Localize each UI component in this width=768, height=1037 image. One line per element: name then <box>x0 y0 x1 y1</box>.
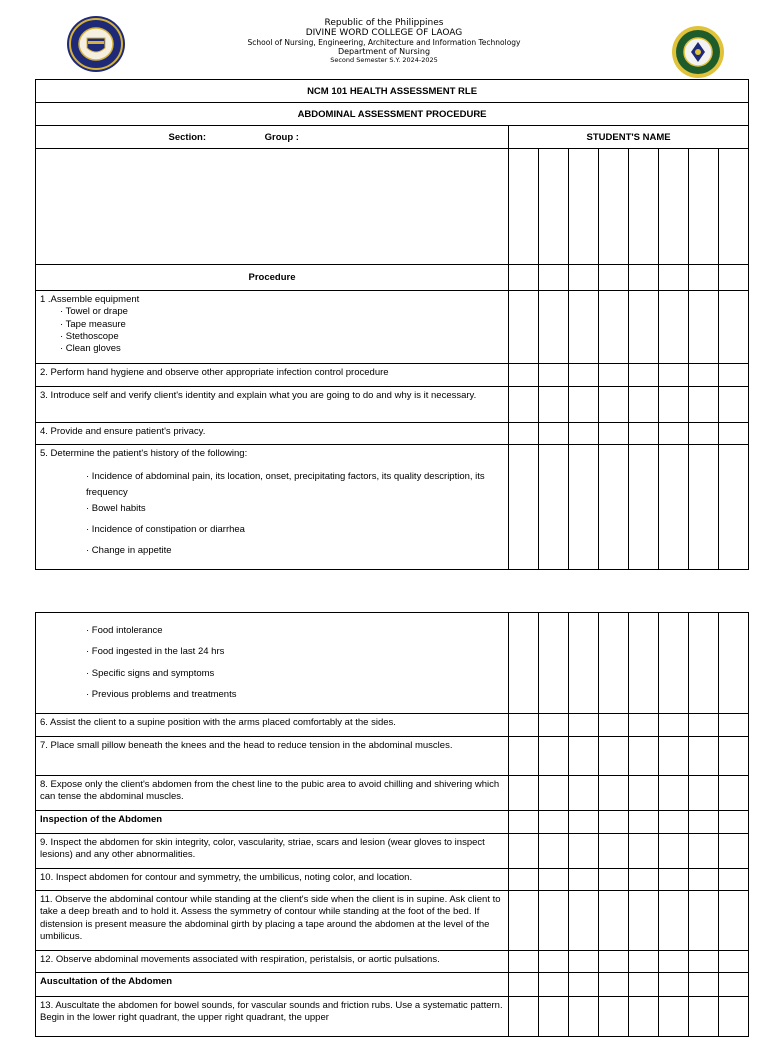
document-header <box>0 18 768 64</box>
department-name: Department of Nursing <box>337 47 431 57</box>
list-item: · Tape measure <box>60 318 126 330</box>
list-item: · Incidence of abdominal pain, its location, onset, precipitating factors, its quality description, its frequency <box>86 471 485 498</box>
step-13: 13. Auscultate the abdomen for bowel sounds, for vascular sounds and friction rubs. Use a systematic pattern. Begin in the lower right quadrant, the upper right quadrant, the upper <box>36 997 509 1037</box>
step-8: 8. Expose only the client's abdomen from the chest line to the pubic area to avoid chilling and shivering which can tense the abdominal muscles. <box>36 776 509 811</box>
group-label: Group : <box>264 131 299 143</box>
section-group-cell <box>36 126 509 149</box>
student-name-area <box>36 149 509 265</box>
college-name: DIVINE WORD COLLEGE OF LAOAG <box>305 28 463 39</box>
step-2: 2. Perform hand hygiene and observe other appropriate infection control procedure <box>36 364 509 387</box>
republic-line: Republic of the Philippines <box>324 18 444 28</box>
school-name: School of Nursing, Engineering, Architecture and Information Technology <box>247 37 521 47</box>
student-column[interactable] <box>659 149 689 265</box>
list-item: · Bowel habits <box>86 502 146 514</box>
list-item: · Clean gloves <box>60 343 121 355</box>
student-column[interactable] <box>539 149 569 265</box>
form-subtitle: ABDOMINAL ASSESSMENT PROCEDURE <box>36 103 749 126</box>
step-5-title: 5. Determine the patient's history of the following: <box>40 448 248 459</box>
auscultation-section-header: Auscultation of the Abdomen <box>36 973 509 997</box>
section-label: Section: <box>168 131 206 143</box>
step-7: 7. Place small pillow beneath the knees and the head to reduce tension in the abdominal muscles. <box>36 737 509 776</box>
semester-line: Second Semester S.Y. 2024-2025 <box>330 55 438 64</box>
step-5 <box>36 445 509 570</box>
student-column[interactable] <box>629 149 659 265</box>
step-1 <box>36 291 509 364</box>
list-item: · Previous problems and treatments <box>86 689 237 701</box>
student-column[interactable] <box>719 149 749 265</box>
list-item: · Change in appetite <box>86 545 172 557</box>
step-9: 9. Inspect the abdomen for skin integrity, color, vascularity, striae, scars and lesion (wear gloves to inspect lesions) and any other abnormalities. <box>36 834 509 869</box>
step-3: 3. Introduce self and verify client's identity and explain what you are going to do and why is it necessary. <box>36 387 509 423</box>
student-column[interactable] <box>569 149 599 265</box>
list-item: · Food intolerance <box>86 625 163 636</box>
student-column[interactable] <box>599 149 629 265</box>
list-item: · Incidence of constipation or diarrhea <box>86 524 245 536</box>
inspection-section-header: Inspection of the Abdomen <box>36 811 509 834</box>
list-item: · Towel or drape <box>60 306 128 318</box>
list-item: · Food ingested in the last 24 hrs <box>86 646 225 658</box>
step-1-title: 1 .Assemble equipment <box>40 294 140 305</box>
list-item: · Specific signs and symptoms <box>86 667 215 679</box>
assessment-table-page2 <box>35 612 749 1037</box>
step-4: 4. Provide and ensure patient's privacy. <box>36 423 509 445</box>
student-column[interactable] <box>509 149 539 265</box>
step-5-continued <box>36 613 509 714</box>
form-title: NCM 101 HEALTH ASSESSMENT RLE <box>36 80 749 103</box>
assessment-table-page1 <box>35 79 749 570</box>
student-name-header: STUDENT'S NAME <box>509 126 749 149</box>
step-6: 6. Assist the client to a supine position with the arms placed comfortably at the sides. <box>36 714 509 737</box>
list-item: · Stethoscope <box>60 331 119 343</box>
step-11: 11. Observe the abdominal contour while standing at the client's side when the client is in supine. Ask client to take a deep breath and to hold it. Assess the symmetry of contour while standing at the foot of the bed. If distension is present measure the abdominal girth by placing a tape around the abdomen at the level of the umbilicus. <box>36 891 509 951</box>
procedure-header: Procedure <box>36 265 509 291</box>
step-12: 12. Observe abdominal movements associated with respiration, peristalsis, or aortic pulsations. <box>36 951 509 973</box>
step-10: 10. Inspect abdomen for contour and symmetry, the umbilicus, noting color, and location. <box>36 869 509 891</box>
student-column[interactable] <box>689 149 719 265</box>
